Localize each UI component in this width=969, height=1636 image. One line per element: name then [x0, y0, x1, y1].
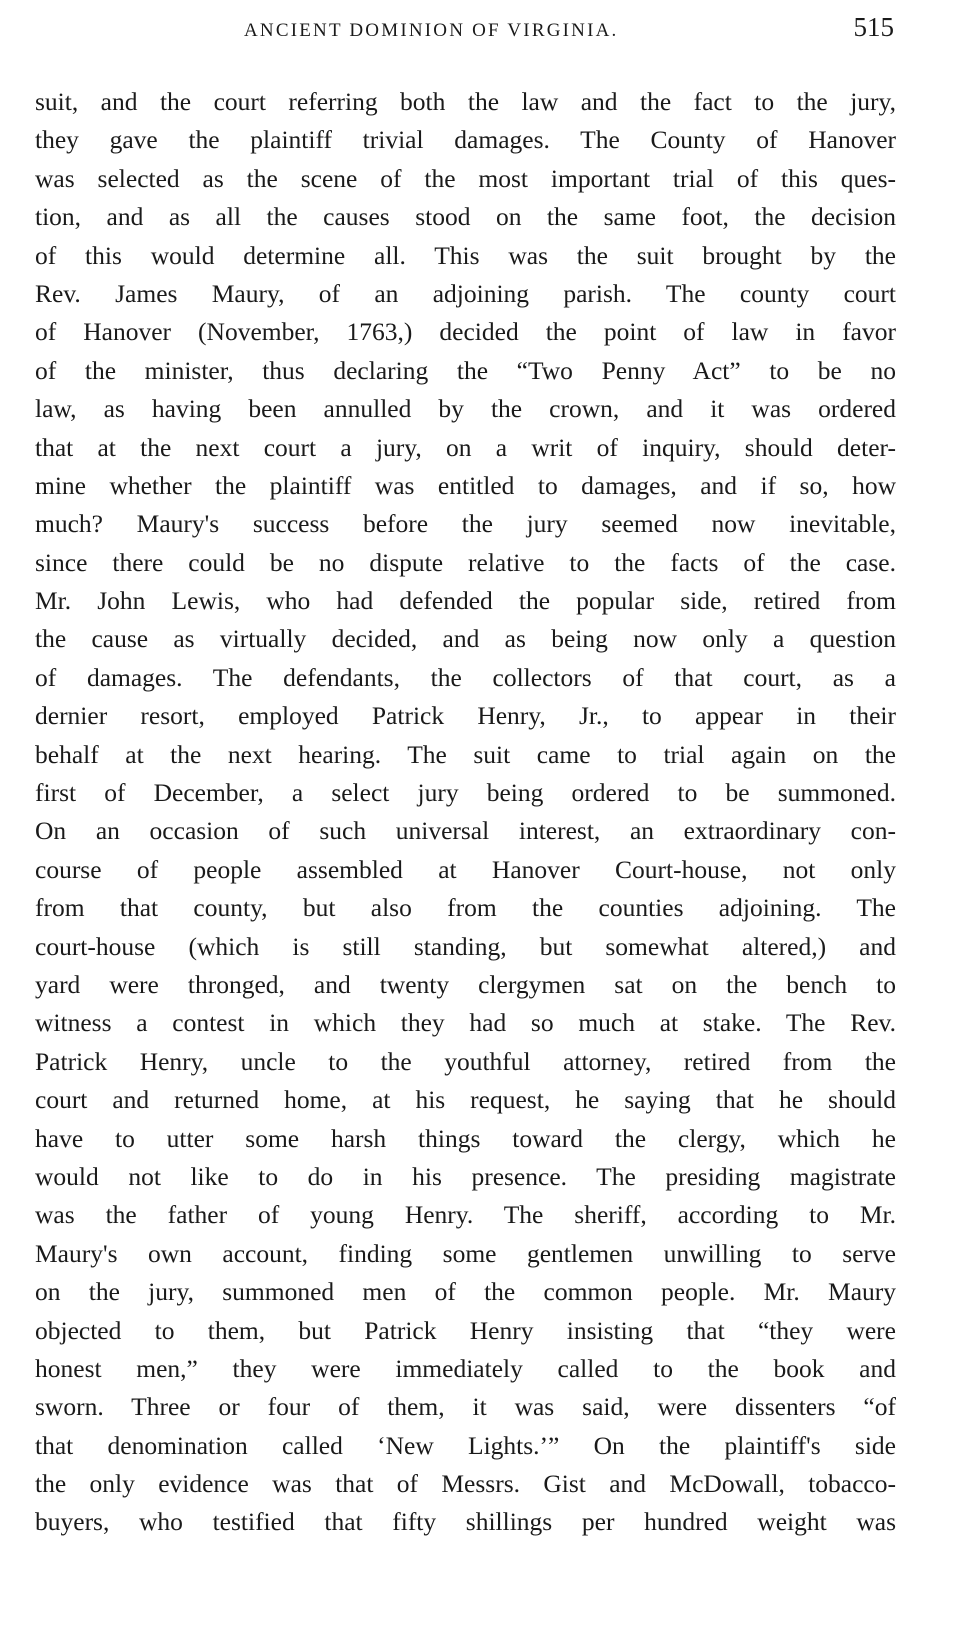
text-line: objected to them, but Patrick Henry insisting that “they were	[35, 1315, 896, 1345]
text-line: Patrick Henry, uncle to the youthful attorney, retired from the	[35, 1046, 896, 1076]
text-line: tion, and as all the causes stood on the same foot, the decision	[35, 202, 896, 232]
running-head: ANCIENT DOMINION OF VIRGINIA.	[244, 20, 619, 41]
text-line: behalf at the next hearing. The suit came to trial again on the	[35, 739, 896, 769]
text-line: witness a contest in which they had so much at stake. The Rev.	[35, 1008, 896, 1038]
text-line: would not like to do in his presence. The presiding magistrate	[35, 1161, 896, 1191]
body-text	[35, 83, 896, 1542]
text-line: of Hanover (November, 1763,) decided the point of law in favor	[35, 317, 896, 347]
text-line: On an occasion of such universal interest, an extraordinary con-	[35, 816, 896, 846]
text-line: from that county, but also from the counties adjoining. The	[35, 893, 896, 923]
text-line: Maury's own account, finding some gentlemen unwilling to serve	[35, 1238, 896, 1268]
text-line: mine whether the plaintiff was entitled to damages, and if so, how	[35, 470, 896, 500]
text-line: court and returned home, at his request, he saying that he should	[35, 1085, 896, 1115]
text-line: the only evidence was that of Messrs. Gist and McDowall, tobacco-	[35, 1469, 896, 1499]
text-line: of this would determine all. This was the suit brought by the	[35, 240, 896, 270]
text-line: have to utter some harsh things toward the clergy, which he	[35, 1123, 896, 1153]
text-line: law, as having been annulled by the crown, and it was ordered	[35, 394, 896, 424]
text-line: that at the next court a jury, on a writ of inquiry, should deter-	[35, 432, 896, 462]
text-line: much? Maury's success before the jury seemed now inevitable,	[35, 509, 896, 539]
text-line: course of people assembled at Hanover Court-house, not only	[35, 854, 896, 884]
text-line: was the father of young Henry. The sheriff, according to Mr.	[35, 1200, 896, 1230]
text-line: first of December, a select jury being ordered to be summoned.	[35, 778, 896, 808]
text-line: of the minister, thus declaring the “Two Penny Act” to be no	[35, 355, 896, 385]
text-line: of damages. The defendants, the collectors of that court, as a	[35, 662, 896, 692]
text-line: since there could be no dispute relative to the facts of the case.	[35, 547, 896, 577]
text-line: dernier resort, employed Patrick Henry, Jr., to appear in their	[35, 701, 896, 731]
text-line: that denomination called ‘New Lights.’” On the plaintiff's side	[35, 1430, 896, 1460]
text-line: the cause as virtually decided, and as being now only a question	[35, 624, 896, 654]
text-line: sworn. Three or four of them, it was said, were dissenters “of	[35, 1392, 896, 1422]
text-line: on the jury, summoned men of the common people. Mr. Maury	[35, 1277, 896, 1307]
text-line: Rev. James Maury, of an adjoining parish. The county court	[35, 278, 896, 308]
text-line: court-house (which is still standing, but somewhat altered,) and	[35, 931, 896, 961]
text-line: buyers, who testified that fifty shillings per hundred weight was	[35, 1507, 896, 1537]
text-line: they gave the plaintiff trivial damages. The County of Hanover	[35, 125, 896, 155]
text-line: Mr. John Lewis, who had defended the popular side, retired from	[35, 586, 896, 616]
text-line: honest men,” they were immediately called to the book and	[35, 1353, 896, 1383]
text-line: was selected as the scene of the most important trial of this ques-	[35, 163, 896, 193]
page-number: 515	[853, 12, 894, 42]
text-line: yard were thronged, and twenty clergymen sat on the bench to	[35, 969, 896, 999]
text-line: suit, and the court referring both the law and the fact to the jury,	[35, 87, 896, 116]
